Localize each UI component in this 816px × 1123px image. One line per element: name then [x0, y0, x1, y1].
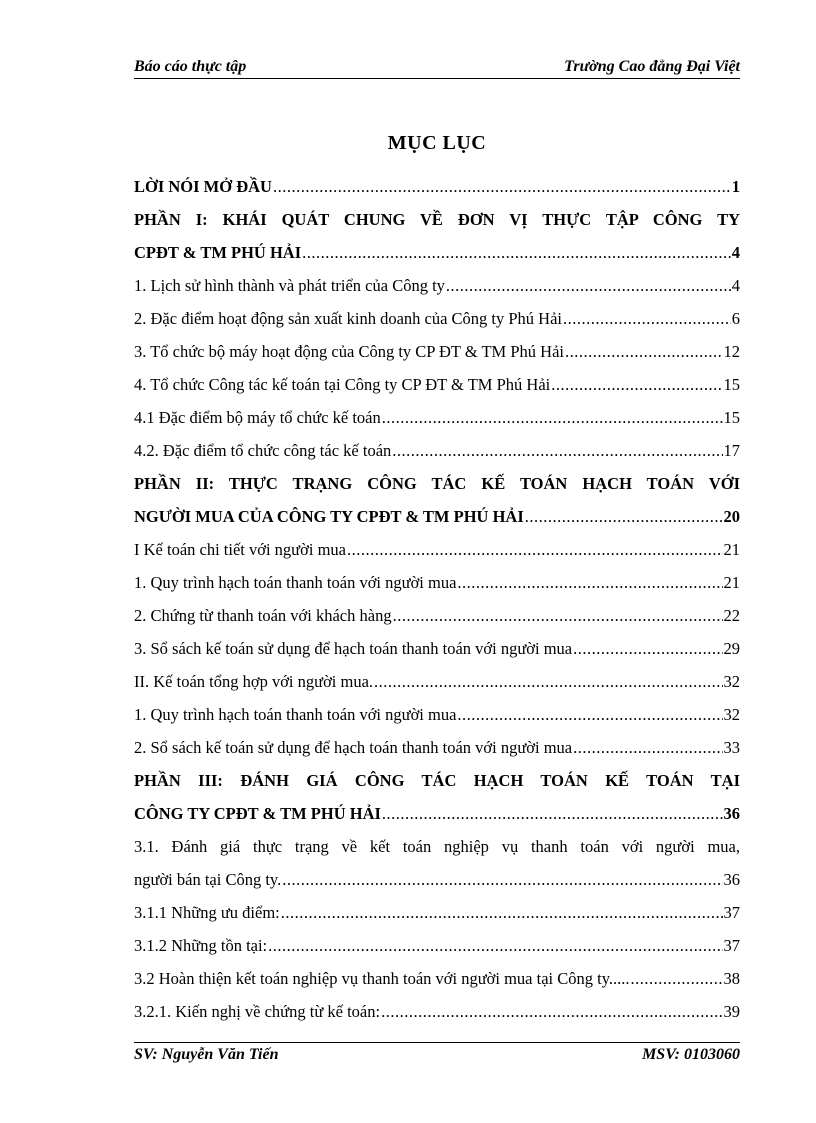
toc-dot-leader — [525, 500, 723, 533]
toc-entry-title: CÔNG TY CPĐT & TM PHÚ HẢI — [134, 804, 381, 823]
toc-entry-title: 4.1 Đặc điểm bộ máy tổ chức kế toán — [134, 408, 381, 427]
toc-entry-title: 2. Đặc điểm hoạt động sản xuất kinh doanh của Công ty Phú Hải — [134, 309, 563, 328]
toc-page-number: 36 — [723, 870, 740, 889]
toc-entry[interactable] — [134, 434, 740, 467]
toc-page-number: 20 — [723, 507, 740, 526]
toc-dot-leader — [573, 731, 722, 764]
toc-entry[interactable] — [134, 995, 740, 1028]
toc-entry-title: II. Kế toán tổng hợp với người mua. — [134, 672, 374, 691]
toc-page-number: 4 — [731, 243, 740, 262]
page-footer — [134, 1042, 740, 1067]
toc-entry-title: 3.1.2 Những tồn tại: — [134, 936, 268, 955]
toc-dot-leader — [563, 302, 731, 335]
toc-entry[interactable] — [134, 401, 740, 434]
toc-entry[interactable] — [134, 269, 740, 302]
header-report-label: Báo cáo thực tập — [134, 58, 247, 75]
toc-entry-title: 1. Lịch sử hình thành và phát triển của Công ty — [134, 276, 445, 295]
footer-student-name: SV: Nguyễn Văn Tiến — [134, 1046, 279, 1063]
toc-dot-leader — [302, 236, 731, 269]
toc-page-number: 22 — [723, 606, 740, 625]
toc-entry[interactable] — [134, 698, 740, 731]
toc-page-number: 15 — [723, 375, 740, 394]
toc-dot-leader — [551, 368, 722, 401]
toc-dot-leader — [392, 434, 722, 467]
toc-page-number: 12 — [723, 342, 740, 361]
toc-page-number: 4 — [731, 276, 740, 295]
toc-entry-heading-line: PHẦN II: THỰC TRẠNG CÔNG TÁC KẾ TOÁN HẠCH TOÁN VỚI — [134, 474, 740, 493]
toc-entry[interactable] — [134, 599, 740, 632]
toc-page-number: 37 — [723, 936, 740, 955]
toc-dot-leader — [573, 632, 722, 665]
footer-student-id: MSV: 0103060 — [642, 1046, 740, 1063]
toc-entry[interactable] — [134, 764, 740, 830]
toc-dot-leader — [393, 599, 723, 632]
toc-entry[interactable] — [134, 896, 740, 929]
toc-page-number: 33 — [723, 738, 740, 757]
toc-entry[interactable] — [134, 302, 740, 335]
toc-dot-leader — [381, 995, 722, 1028]
page-header — [134, 56, 740, 79]
toc-dot-leader — [382, 401, 723, 434]
toc-entry-heading-line: PHẦN III: ĐÁNH GIÁ CÔNG TÁC HẠCH TOÁN KẾ TOÁN TẠI — [134, 771, 740, 790]
toc-dot-leader — [631, 962, 723, 995]
toc-entry-title: I Kế toán chi tiết với người mua — [134, 540, 346, 559]
toc-entry-heading-line: 3.1. Đánh giá thực trạng về kết toán nghiệp vụ thanh toán với người mua, — [134, 837, 740, 856]
toc-page-number: 21 — [723, 540, 740, 559]
toc-dot-leader — [565, 335, 723, 368]
toc-entry[interactable] — [134, 467, 740, 533]
toc-page-number: 36 — [723, 804, 740, 823]
toc-entry-title: NGƯỜI MUA CỦA CÔNG TY CPĐT & TM PHÚ HẢI — [134, 507, 524, 526]
toc-entry[interactable] — [134, 203, 740, 269]
toc-dot-leader — [282, 863, 722, 896]
toc-entry[interactable] — [134, 335, 740, 368]
toc-dot-leader — [273, 170, 731, 203]
toc-dot-leader — [347, 533, 723, 566]
toc-entry-heading-line: PHẦN I: KHÁI QUÁT CHUNG VỀ ĐƠN VỊ THỰC TẬP CÔNG TY — [134, 210, 740, 229]
toc-page-number: 21 — [723, 573, 740, 592]
table-of-contents — [134, 170, 740, 1028]
toc-dot-leader — [457, 698, 722, 731]
toc-page-number: 32 — [723, 672, 740, 691]
toc-entry-title: 1. Quy trình hạch toán thanh toán với người mua — [134, 573, 457, 592]
toc-page-number: 17 — [723, 441, 740, 460]
toc-entry-title: 3.2 Hoàn thiện kết toán nghiệp vụ thanh toán với người mua tại Công ty..... — [134, 969, 630, 988]
toc-page-number: 37 — [723, 903, 740, 922]
toc-entry-title: LỜI NÓI MỞ ĐẦU — [134, 177, 272, 196]
toc-entry[interactable] — [134, 665, 740, 698]
toc-entry-title: 3. Tổ chức bộ máy hoạt động của Công ty CP ĐT & TM Phú Hải — [134, 342, 564, 361]
toc-page-number: 1 — [731, 177, 740, 196]
toc-entry-title: 2. Chứng từ thanh toán với khách hàng — [134, 606, 392, 625]
toc-entry[interactable] — [134, 368, 740, 401]
toc-page-number: 29 — [723, 639, 740, 658]
toc-entry-title: 3.1.1 Những ưu điểm: — [134, 903, 280, 922]
toc-entry-title: 2. Sổ sách kế toán sử dụng để hạch toán thanh toán với người mua — [134, 738, 573, 757]
toc-entry[interactable] — [134, 170, 740, 203]
toc-entry-title: CPĐT & TM PHÚ HẢI — [134, 243, 302, 262]
toc-entry[interactable] — [134, 830, 740, 896]
toc-page-number: 32 — [723, 705, 740, 724]
toc-entry[interactable] — [134, 566, 740, 599]
toc-page-number: 39 — [723, 1002, 740, 1021]
toc-dot-leader — [281, 896, 723, 929]
header-school-name: Trường Cao đẳng Đại Việt — [564, 58, 740, 75]
toc-page-number: 15 — [723, 408, 740, 427]
toc-entry-title: người bán tại Công ty. — [134, 870, 282, 889]
toc-entry[interactable] — [134, 632, 740, 665]
toc-entry-title: 1. Quy trình hạch toán thanh toán với người mua — [134, 705, 457, 724]
toc-page-number: 38 — [723, 969, 740, 988]
toc-dot-leader — [446, 269, 731, 302]
toc-entry[interactable] — [134, 533, 740, 566]
toc-entry[interactable] — [134, 962, 740, 995]
toc-entry[interactable] — [134, 731, 740, 764]
toc-dot-leader — [374, 665, 722, 698]
toc-dot-leader — [382, 797, 723, 830]
toc-entry-title: 4.2. Đặc điểm tổ chức công tác kế toán — [134, 441, 392, 460]
toc-dot-leader — [268, 929, 722, 962]
page-title: MỤC LỤC — [387, 132, 487, 154]
toc-entry-title: 4. Tổ chức Công tác kế toán tại Công ty CP ĐT & TM Phú Hải — [134, 375, 551, 394]
toc-dot-leader — [457, 566, 722, 599]
toc-entry-title: 3. Sổ sách kế toán sử dụng để hạch toán thanh toán với người mua — [134, 639, 573, 658]
toc-entry-title: 3.2.1. Kiến nghị về chứng từ kế toán: — [134, 1002, 381, 1021]
toc-entry[interactable] — [134, 929, 740, 962]
toc-page-number: 6 — [731, 309, 740, 328]
